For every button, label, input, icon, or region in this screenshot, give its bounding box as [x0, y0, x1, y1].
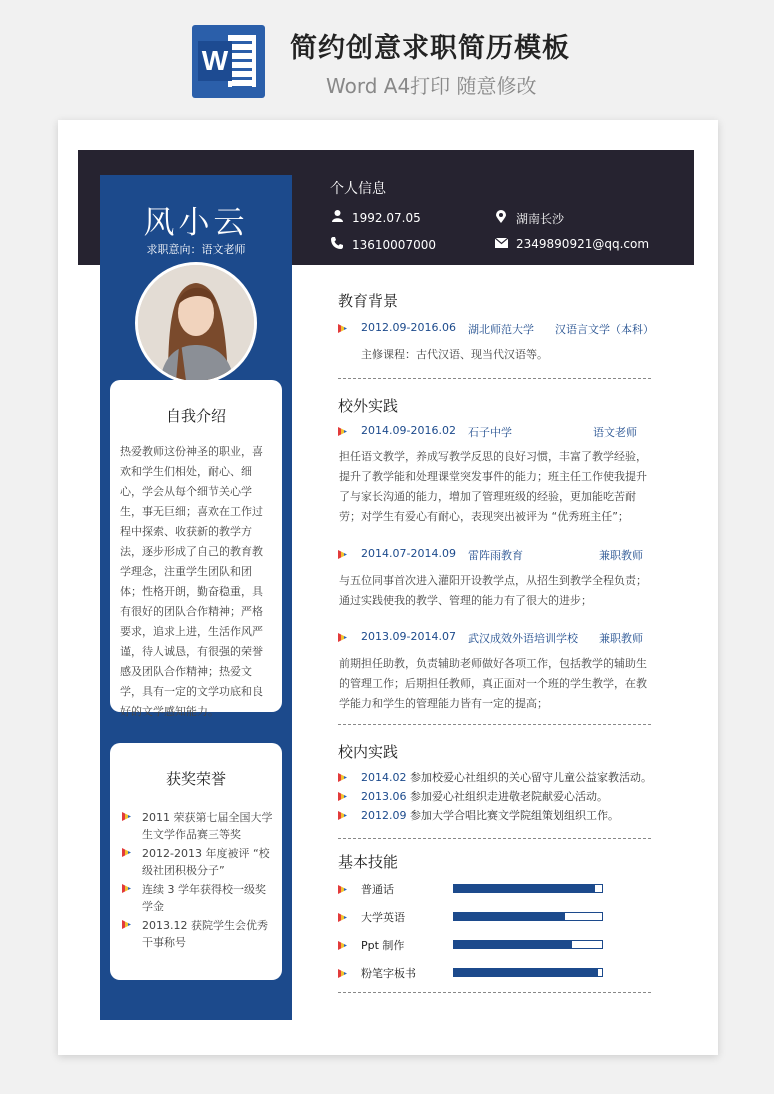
job-role: 兼职教师 — [599, 632, 643, 645]
job-desc: 担任语文教学，养成写教学反思的良好习惯，丰富了教学经验，提升了教学能和处理课堂突发事件的能力；班主任工作使我提升了与家长沟通的能力，增加了管理班级的经验，更加能吃苦耐劳；对学生有爱心有耐心，表现突出被评为 “优秀班主任”； — [339, 450, 647, 523]
skill-bar — [453, 940, 603, 949]
skills-title: 基本技能 — [338, 853, 399, 871]
education-major: 汉语言文学（本科） — [555, 323, 654, 336]
education-school: 湖北师范大学 — [468, 323, 534, 336]
award-item: 连续 3 学年获得校一级奖学金 — [120, 881, 274, 915]
job-bullet — [338, 427, 347, 436]
divider — [338, 838, 651, 839]
skill-name: Ppt 制作 — [361, 939, 405, 952]
job-bullet — [338, 633, 347, 642]
divider — [338, 378, 651, 379]
external-title: 校外实践 — [338, 397, 399, 415]
award-item: 2011 荣获第七届全国大学生文学作品赛三等奖 — [120, 809, 274, 843]
intro-text: 热爱教师这份神圣的职业，喜欢和学生们相处，耐心、细心，学会从每个细节关心学生，事无巨细；喜欢在工作过程中探索、收获新的教学方法，逐步形成了自己的教育教学理念，注重学生团队和团体；性格开朗，勤奋稳重，具有很好的团队合作精神；严格要求，追求上进，生活作风严谨，待人诚恳，有很强的荣誉感及团队合作精神；热爱文学，具有一定的文学功底和良好的文学感知能力。 — [120, 445, 263, 718]
job-role: 语文老师 — [593, 426, 637, 439]
phone-info: 13610007000 — [330, 237, 436, 252]
job-desc: 前期担任助教，负责辅助老师做好各项工作，包括教学的辅助生的管理工作；后期担任教师，真正面对一个班的学生教学，在教学能力和学生的管理能力皆有一定的提高； — [339, 657, 647, 710]
email-icon — [494, 237, 508, 251]
job-date: 2014.07-2014.09 — [361, 547, 456, 560]
resume-page — [58, 120, 718, 1055]
location-icon — [494, 210, 508, 226]
education-courses: 主修课程：古代汉语、现当代汉语等。 — [361, 348, 548, 361]
banner-subtitle: Word A4打印 随意修改 — [326, 74, 537, 98]
campus-item: 2012.09 参加大学合唱比赛文学院组策划组织工作。 — [361, 809, 619, 822]
job-bullet — [338, 550, 347, 559]
divider — [338, 992, 651, 993]
job-date: 2013.09-2014.07 — [361, 630, 456, 643]
job-role: 兼职教师 — [599, 549, 643, 562]
skill-name: 普通话 — [361, 883, 394, 896]
job-org: 雷阵雨教育 — [468, 549, 523, 562]
intro-title: 自我介绍 — [165, 407, 226, 425]
skill-name: 大学英语 — [361, 911, 405, 924]
skill-bullet — [338, 969, 347, 978]
skill-bar — [453, 968, 603, 977]
skill-bullet — [338, 885, 347, 894]
award-item: 2013.12 获院学生会优秀干事称号 — [120, 917, 274, 951]
word-icon: W — [192, 25, 265, 98]
banner — [0, 0, 774, 110]
job-date: 2014.09-2016.02 — [361, 424, 456, 437]
campus-item: 2013.06 参加爱心社组织走进敬老院献爱心活动。 — [361, 790, 608, 803]
skill-bullet — [338, 941, 347, 950]
awards-list — [110, 789, 282, 951]
divider — [338, 724, 651, 725]
candidate-name: 风小云 — [143, 205, 249, 241]
campus-item: 2014.02 参加校爱心社组织的关心留守儿童公益家教活动。 — [361, 771, 652, 784]
campus-bullet — [338, 792, 347, 801]
location-info: 湖南长沙 — [494, 210, 564, 227]
skill-name: 粉笔字板书 — [361, 967, 416, 980]
intro-card — [110, 380, 282, 718]
job-org: 石子中学 — [468, 426, 512, 439]
award-item: 2012-2013 年度被评 “校级社团积极分子” — [120, 845, 274, 879]
campus-bullet — [338, 811, 347, 820]
awards-title: 获奖荣誉 — [165, 770, 226, 788]
profile-photo — [135, 262, 257, 384]
personal-info-title: 个人信息 — [330, 181, 386, 197]
email-info: 2349890921@qq.com — [494, 237, 649, 251]
awards-card — [110, 743, 282, 980]
skill-bar — [453, 912, 603, 921]
campus-title: 校内实践 — [338, 743, 399, 761]
education-bullet — [338, 324, 347, 333]
campus-bullet — [338, 773, 347, 782]
phone-icon — [330, 237, 344, 252]
birth-info: 1992.07.05 — [330, 210, 421, 225]
skill-bar — [453, 884, 603, 893]
education-title: 教育背景 — [338, 292, 399, 310]
job-desc: 与五位同事首次进入灌阳开设教学点，从招生到教学全程负责；通过实践使我的教学、管理的能力有了很大的进步； — [339, 574, 647, 607]
sidebar — [100, 175, 292, 1020]
skill-bullet — [338, 913, 347, 922]
banner-title: 简约创意求职简历模板 — [290, 33, 570, 64]
user-icon — [330, 210, 344, 225]
education-date: 2012.09-2016.06 — [361, 321, 456, 334]
job-org: 武汉成效外语培训学校 — [468, 632, 578, 645]
job-intention: 求职意向：语文老师 — [146, 243, 246, 256]
